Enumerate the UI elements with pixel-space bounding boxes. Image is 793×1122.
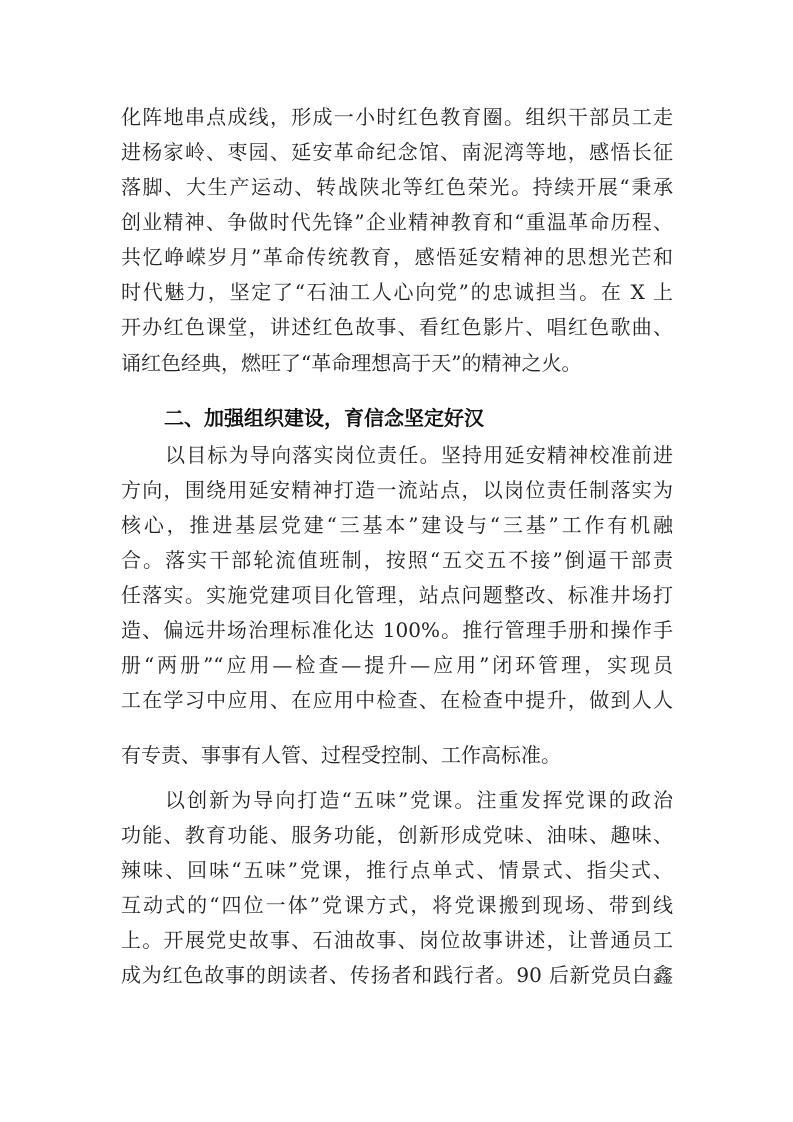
text-line: 诵红色经典，燃旺了“革命理想高于天”的精神之火。 — [121, 351, 582, 375]
text-line: 核心，推进基层党建“三基本”建设与“三基”工作有机融 — [121, 513, 673, 537]
text-line: 落脚、大生产运动、转战陕北等红色荣光。持续开展“秉承 — [121, 175, 673, 199]
text-line: 进杨家岭、枣园、延安革命纪念馆、南泥湾等地，感悟长征 — [121, 140, 673, 164]
text-line: 合。落实干部轮流值班制，按照“五交五不接”倒逼干部责 — [121, 548, 673, 572]
text-line: 上。开展党史故事、石油故事、岗位故事讲述，让普通员工 — [121, 928, 673, 952]
text-line: 化阵地串点成线，形成一小时红色教育圈。组织干部员工走 — [121, 105, 673, 129]
text-line: 以目标为导向落实岗位责任。坚持用延安精神校准前进 — [165, 443, 673, 467]
text-line: 以创新为导向打造“五味”党课。注重发挥党课的政治 — [165, 788, 673, 812]
text-line: 创业精神、争做时代先锋”企业精神教育和“重温革命历程、 — [121, 210, 673, 234]
section-heading: 二、加强组织建设，育信念坚定好汉 — [164, 406, 484, 430]
text-line: 成为红色故事的朗读者、传扬者和践行者。90 后新党员白鑫 — [121, 963, 673, 987]
text-line: 共忆峥嵘岁月”革命传统教育，感悟延安精神的思想光芒和 — [121, 245, 673, 269]
text-line: 辣味、回味“五味”党课，推行点单式、情景式、指尖式、 — [121, 858, 673, 882]
text-line: 有专责、事事有人管、过程受控制、工作高标准。 — [121, 743, 561, 767]
text-line: 任落实。实施党建项目化管理，站点问题整改、标准井场打 — [121, 583, 673, 607]
text-line: 方向，围绕用延安精神打造一流站点，以岗位责任制落实为 — [121, 478, 673, 502]
text-line: 互动式的“四位一体”党课方式，将党课搬到现场、带到线 — [121, 893, 673, 917]
text-line: 造、偏远井场治理标准化达 100%。推行管理手册和操作手 — [121, 618, 673, 642]
text-line: 册“两册”“应用—检查—提升—应用”闭环管理，实现员 — [121, 653, 673, 677]
text-line: 时代魅力，坚定了“石油工人心向党”的忠诚担当。在 X 上 — [121, 280, 673, 304]
text-line: 开办红色课堂，讲述红色故事、看红色影片、唱红色歌曲、 — [121, 315, 673, 339]
text-line: 功能、教育功能、服务功能，创新形成党味、油味、趣味、 — [121, 823, 673, 847]
text-line: 工在学习中应用、在应用中检查、在检查中提升，做到人人 — [121, 688, 673, 712]
